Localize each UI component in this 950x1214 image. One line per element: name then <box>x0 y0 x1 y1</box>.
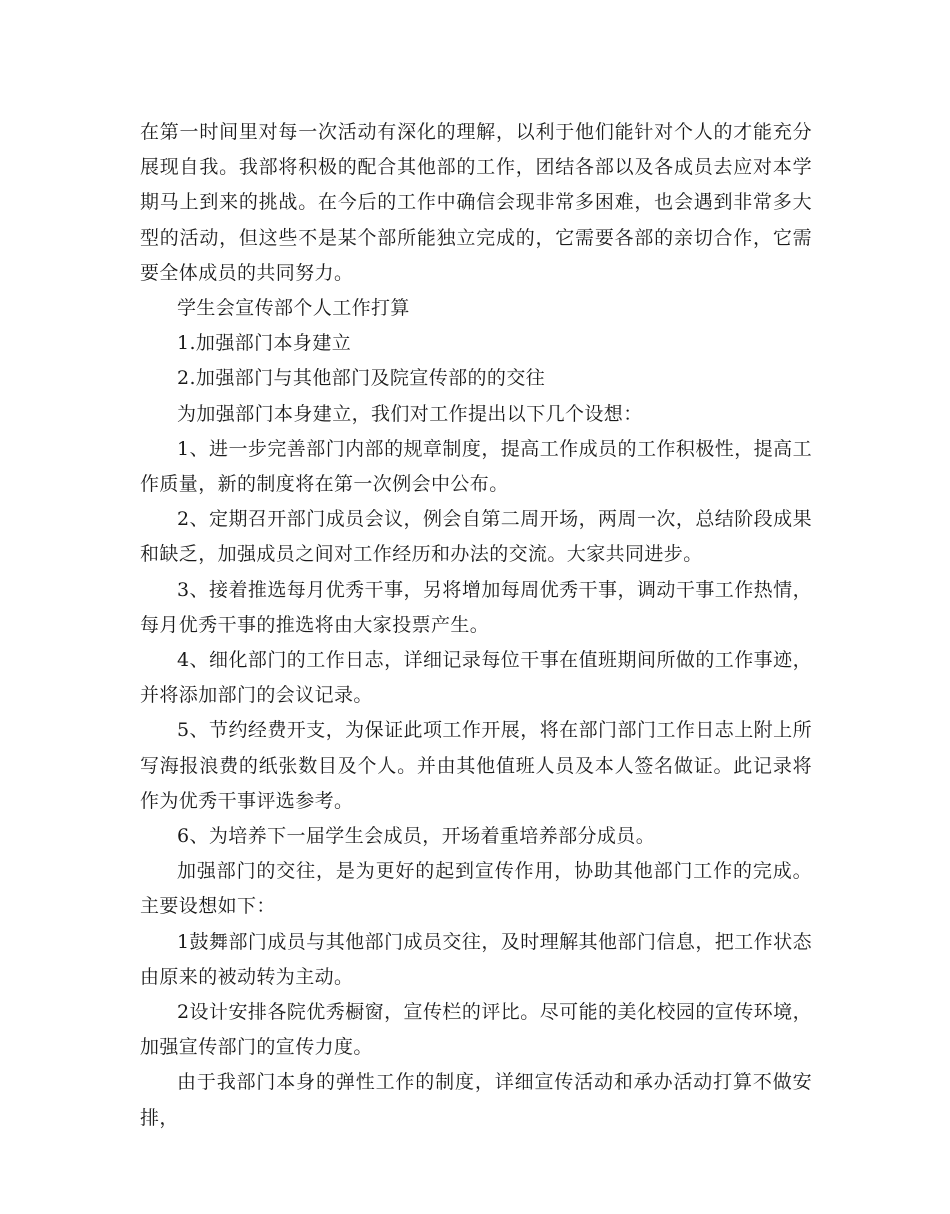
paragraph-5: 为加强部门本身建立，我们对工作提出以下几个设想： <box>177 402 643 425</box>
paragraph-2-heading: 学生会宣传部个人工作打算 <box>177 297 410 320</box>
paragraph-9: 4、细化部门的工作日志，详细记录每位干事在值班期间所做的工作事迹，并将添加部门的会议记录。 <box>140 649 812 707</box>
paragraph-7: 2、定期召开部门成员会议，例会自第二周开场，两周一次，总结阶段成果和缺乏，加强成员之间对工作经历和办法的交流。大家共同进步。 <box>140 508 812 566</box>
paragraph-6: 1、进一步完善部门内部的规章制度，提高工作成员的工作积极性，提高工作质量，新的制度将在第一次例会中公布。 <box>140 437 812 496</box>
document-body <box>140 115 812 1136</box>
paragraph-10: 5、节约经费开支，为保证此项工作开展，将在部门部门工作日志上附上所写海报浪费的纸张数目及个人。并由其他值班人员及本人签名做证。此记录将作为优秀干事评选参考。 <box>140 719 812 812</box>
paragraph-15: 由于我部门本身的弹性工作的制度，详细宣传活动和承办活动打算不做安排， <box>140 1071 812 1129</box>
paragraph-14: 2设计安排各院优秀橱窗，宣传栏的评比。尽可能的美化校园的宣传环境，加强宣传部门的宣传力度。 <box>140 1001 812 1059</box>
paragraph-11: 6、为培养下一届学生会成员，开场着重培养部分成员。 <box>177 825 656 848</box>
paragraph-12: 加强部门的交往，是为更好的起到宣传作用，协助其他部门工作的完成。主要设想如下： <box>140 860 812 918</box>
paragraph-4: 2.加强部门与其他部门及院宣传部的的交往 <box>177 367 546 390</box>
paragraph-1: 在第一时间里对每一次活动有深化的理解，以利于他们能针对个人的才能充分展现自我。我部将积极的配合其他部的工作，团结各部以及各成员去应对本学期马上到来的挑战。在今后的工作中确信会现非常多困难，也会遇到非常多大型的活动，但这些不是某个部所能独立完成的，它需要各部的亲切合作，它需要全体成员的共同努力。 <box>140 121 812 284</box>
paragraph-8: 3、接着推选每月优秀干事，另将增加每周优秀干事，调动干事工作热情，每月优秀干事的推选将由大家投票产生。 <box>140 578 812 636</box>
paragraph-13: 1鼓舞部门成员与其他部门成员交往，及时理解其他部门信息，把工作状态由原来的被动转为主动。 <box>140 930 812 988</box>
paragraph-3: 1.加强部门本身建立 <box>177 332 352 355</box>
